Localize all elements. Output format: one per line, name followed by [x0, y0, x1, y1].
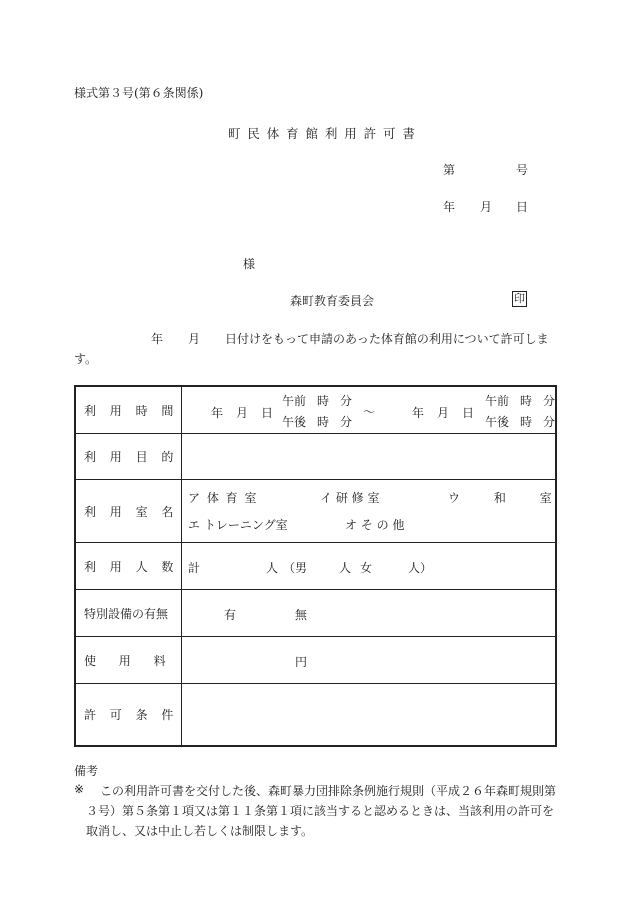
row-label-rooms: 利用室名	[75, 480, 182, 543]
end-day: 日	[462, 406, 475, 420]
equipment-no: 無	[295, 608, 308, 622]
permit-table	[74, 385, 557, 747]
rooms-cell	[182, 480, 557, 543]
people-unit: 人	[266, 561, 279, 575]
conditions-cell	[182, 684, 557, 746]
time-cell	[182, 386, 557, 434]
room-option-e: エ トレーニング室	[188, 518, 288, 532]
start-am: 午前	[282, 394, 307, 408]
purpose-cell	[182, 434, 557, 480]
row-label-people: 利用人数	[75, 543, 182, 590]
start-am-minute: 分	[340, 394, 353, 408]
intro-text-end: す。	[74, 352, 98, 366]
seal-text: 印	[514, 292, 525, 305]
end-am: 午前	[485, 394, 510, 408]
end-year: 年	[412, 406, 425, 420]
room-option-a: ア 体 育 室	[188, 491, 257, 505]
end-month: 月	[437, 406, 450, 420]
people-female: 女	[360, 561, 373, 575]
table-row	[75, 684, 556, 746]
room-option-u: ウ 和 室	[448, 491, 552, 505]
row-label-purpose: 利用目的	[75, 434, 182, 480]
people-female-unit: 人）	[408, 561, 433, 575]
end-am-hour: 時	[520, 394, 533, 408]
intro-text: 日付けをもって申請のあった体育館の利用について許可しま	[225, 332, 549, 346]
people-male: （男	[283, 561, 308, 575]
start-day: 日	[261, 406, 274, 420]
people-male-unit: 人	[339, 561, 352, 575]
row-label-equipment: 特別設備の有無	[75, 590, 182, 637]
room-option-i: イ 研 修 室	[320, 491, 380, 505]
intro-month: 月	[188, 332, 201, 346]
end-pm-minute: 分	[543, 415, 556, 429]
issuer-name: 森町教育委員会	[290, 294, 375, 308]
start-am-hour: 時	[317, 394, 330, 408]
date-month: 月	[480, 200, 493, 214]
notes-mark: ※	[74, 782, 85, 796]
equipment-cell	[182, 590, 557, 637]
table-row	[75, 637, 556, 684]
notes-line-3: 取消し、又は中止し若しくは制限します。	[86, 824, 314, 838]
table-row	[75, 543, 556, 590]
seal-mark	[512, 291, 527, 307]
number-go: 号	[516, 163, 529, 177]
start-pm-minute: 分	[340, 415, 353, 429]
row-label-time: 利用時間	[75, 386, 182, 434]
date-year: 年	[443, 200, 456, 214]
table-row	[75, 386, 556, 434]
people-total: 計	[188, 561, 201, 575]
end-pm: 午後	[485, 415, 510, 429]
start-year: 年	[211, 406, 224, 420]
equipment-yes: 有	[224, 608, 237, 622]
start-month: 月	[236, 406, 249, 420]
intro-year: 年	[151, 332, 164, 346]
fee-cell	[182, 637, 557, 684]
fee-unit: 円	[295, 655, 308, 669]
people-cell	[182, 543, 557, 590]
range-tilde: ～	[363, 405, 376, 419]
start-pm: 午後	[282, 415, 307, 429]
table-row	[75, 434, 556, 480]
table-row	[75, 590, 556, 637]
addressee-suffix: 様	[243, 257, 256, 271]
form-number: 様式第３号(第６条関係)	[74, 86, 204, 100]
notes-heading: 備考	[74, 764, 99, 778]
end-pm-hour: 時	[520, 415, 533, 429]
room-option-o: オ そ の 他	[345, 518, 405, 532]
date-day: 日	[516, 200, 529, 214]
document-title: 町民体育館利用許可書	[228, 126, 422, 141]
row-label-fee: 使用料	[75, 637, 182, 684]
row-label-conditions: 許可条件	[75, 684, 182, 746]
start-pm-hour: 時	[317, 415, 330, 429]
end-am-minute: 分	[543, 394, 556, 408]
notes-line-1: この利用許可書を交付した後、森町暴力団排除条例施行規則（平成２６年森町規則第	[100, 784, 557, 798]
notes-line-2: ３号）第５条第１項又は第１１条第１項に該当すると認めるときは、当該利用の許可を	[86, 804, 555, 818]
table-row	[75, 480, 556, 543]
number-dai: 第	[443, 163, 456, 177]
